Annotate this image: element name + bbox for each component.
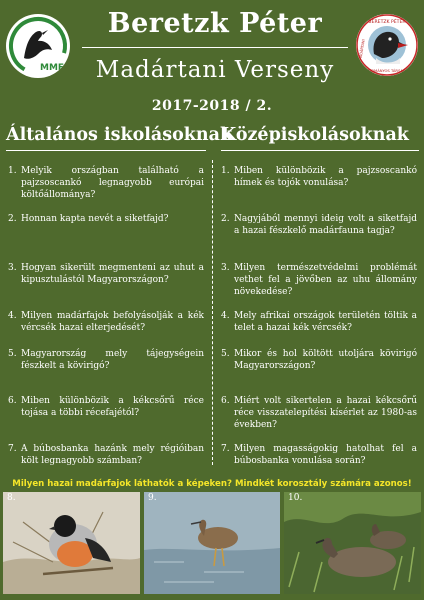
bird-emblem-icon (6, 14, 70, 78)
society-logo-text-top: BERETZK PÉTER (368, 20, 406, 25)
question-text: Milyen természetvédelmi problémát vethet fel a jövőben az uhu állomány növekedése? (234, 263, 417, 297)
right-column-heading: Középiskolásoknak (221, 125, 409, 145)
question-number: 7. (221, 444, 230, 454)
photo-8 (3, 492, 140, 594)
photo-number: 10. (288, 493, 303, 503)
question-number: 2. (221, 214, 230, 224)
season-label: 2017-2018 / 2. (151, 98, 273, 114)
question-number: 3. (8, 263, 17, 273)
title-divider (82, 47, 348, 48)
question-number: 7. (8, 444, 17, 454)
question-text: Miben különbözik a pajzsoscankó hímek és tojók vonulása? (234, 166, 417, 188)
column-divider (212, 160, 213, 465)
question-text: Milyen magasságokig hatolhat fel a búbosbanka vonulása során? (234, 444, 417, 466)
question-text: Melyik országban található a pajzsoscankó legnagyobb európai költőállománya? (21, 166, 204, 200)
society-logo-text-left: MADÁRTANI (358, 39, 366, 61)
bullfinch-photo-icon (3, 492, 140, 594)
gull-head-icon (356, 14, 418, 76)
mme-logo (6, 14, 70, 78)
page-title: Beretzk Péter (107, 8, 323, 39)
question-number: 6. (221, 396, 230, 406)
question-text: Mely afrikai országok területén töltik a telet a hazai kék vércsék? (234, 311, 417, 333)
question-number: 5. (221, 349, 230, 359)
question-number: 6. (8, 396, 17, 406)
society-logo (356, 14, 418, 76)
question-text: Nagyjából mennyi ideig volt a siketfajd a hazai fészkelő madárfauna tagja? (234, 214, 417, 236)
right-heading-rule (221, 150, 419, 151)
goose-photo-icon (284, 492, 421, 594)
photo-9 (144, 492, 280, 594)
question-text: Miben különbözik a kékcsőrű réce tojása a többi récefajétól? (21, 396, 204, 418)
question-text: Magyarország mely tájegységein fészkelt a kövirigó? (21, 349, 204, 371)
question-number: 1. (221, 166, 230, 176)
society-logo-text-bottom: TUDOMÁNYOS TÁRSASÁG (363, 69, 411, 73)
question-text: Miért volt sikertelen a hazai kékcsőrű réce visszatelepítési kísérlet az 1980-as években? (234, 396, 417, 430)
question-text: Honnan kapta nevét a siketfajd? (21, 214, 169, 224)
question-text: A búbosbanka hazánk mely régióiban költ legnagyobb számban? (21, 444, 204, 466)
question-text: Mikor és hol költött utoljára kövirigó Magyarországon? (234, 349, 417, 371)
wader-photo-icon (144, 492, 280, 594)
mme-logo-text: MME (40, 63, 65, 73)
question-text: Hogyan sikerült megmenteni az uhut a kipusztulástól Magyarországon? (21, 263, 204, 285)
question-number: 4. (8, 311, 17, 321)
question-number: 3. (221, 263, 230, 273)
question-number: 1. (8, 166, 17, 176)
photo-number: 8. (7, 493, 16, 503)
page-subtitle: Madártani Verseny (95, 57, 335, 83)
left-heading-rule (6, 150, 206, 151)
question-text: Milyen madárfajok befolyásolják a kék vércsék hazai elterjedését? (21, 311, 204, 333)
photo-10 (284, 492, 421, 594)
photo-number: 9. (148, 493, 157, 503)
left-column-heading: Általános iskolásoknak (6, 125, 233, 145)
question-number: 4. (221, 311, 230, 321)
question-number: 5. (8, 349, 17, 359)
question-number: 2. (8, 214, 17, 224)
photo-question: Milyen hazai madárfajok láthatók a képeken? Mindkét korosztály számára azonos! (12, 479, 412, 489)
